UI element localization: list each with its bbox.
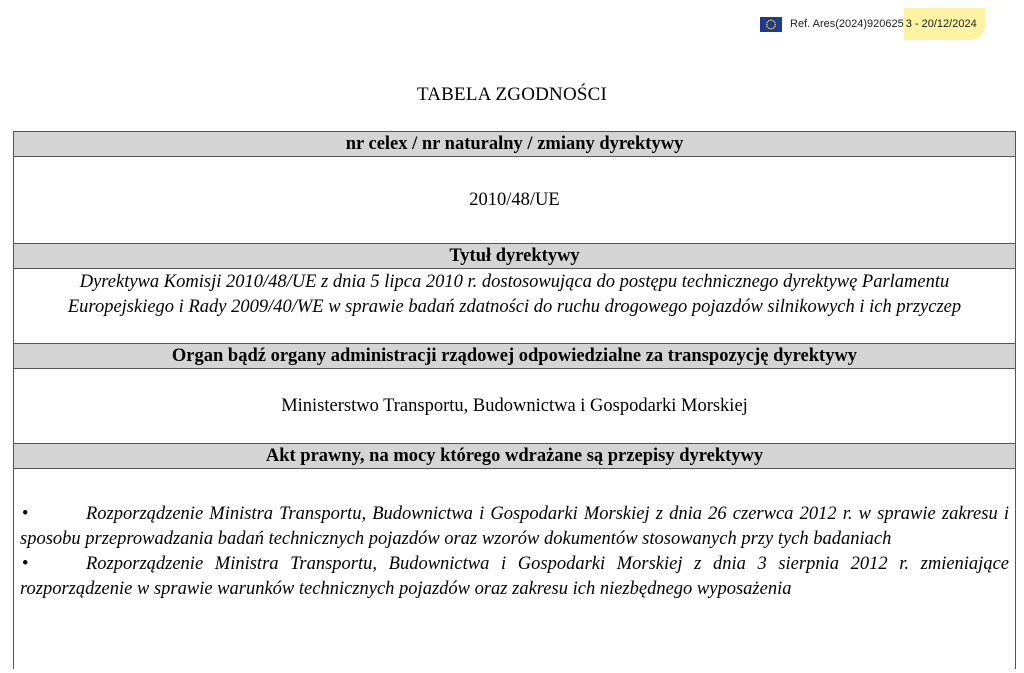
- legal-act-text: Rozporządzenie Ministra Transportu, Budownictwa i Gospodarki Morskiej z dnia 3 sierpnia 2012 r. zmieniające rozporządzenie w sprawie warunków technicznych pojazdów oraz zakresu ich niezbędnego wyposażenia: [20, 554, 1009, 599]
- celex-value: 2010/48/UE: [469, 189, 560, 210]
- ares-reference-number: Ref. Ares(2024)920625: [790, 18, 904, 30]
- document-title: TABELA ZGODNOŚCI: [416, 84, 608, 105]
- ares-reference-stamp: [760, 14, 985, 34]
- bullet-icon: •: [22, 504, 29, 524]
- responsible-organ-header: Organ bądź organy administracji rządowej odpowiedzialne za transpozycję dyrektywy: [14, 343, 1015, 369]
- celex-header: nr celex / nr naturalny / zmiany dyrektywy: [14, 131, 1015, 157]
- ares-reference-date: 3 - 20/12/2024: [904, 8, 985, 40]
- legal-act-text: Rozporządzenie Ministra Transportu, Budownictwa i Gospodarki Morskiej z dnia 26 czerwca 2012 r. w sprawie zakresu i sposobu przeprowadzania badań technicznych pojazdów oraz wzorów dokumentów stosowanych przy tych badaniach: [20, 504, 1009, 549]
- directive-title-value: Dyrektywa Komisji 2010/48/UE z dnia 5 lipca 2010 r. dostosowująca do postępu technicznego dyrektywę Parlamentu Europejskiego i Rady 2009/40/WE w sprawie badań zdatności do ruchu drogowego pojazdów silnikowych i ich przyczep: [67, 272, 962, 317]
- eu-flag-icon: [760, 17, 782, 32]
- celex-value-cell: [14, 157, 1015, 243]
- legal-act-item: [20, 502, 1009, 552]
- responsible-organ-value: Ministerstwo Transportu, Budownictwa i Gospodarki Morskiej: [281, 395, 748, 416]
- legal-act-header: Akt prawny, na mocy którego wdrażane są przepisy dyrektywy: [14, 443, 1015, 469]
- legal-act-item: [20, 552, 1009, 602]
- compliance-table: [13, 131, 1016, 669]
- directive-title-header: Tytuł dyrektywy: [14, 243, 1015, 269]
- bullet-icon: •: [22, 554, 29, 574]
- legal-acts-cell: [14, 469, 1015, 669]
- responsible-organ-cell: [14, 369, 1015, 443]
